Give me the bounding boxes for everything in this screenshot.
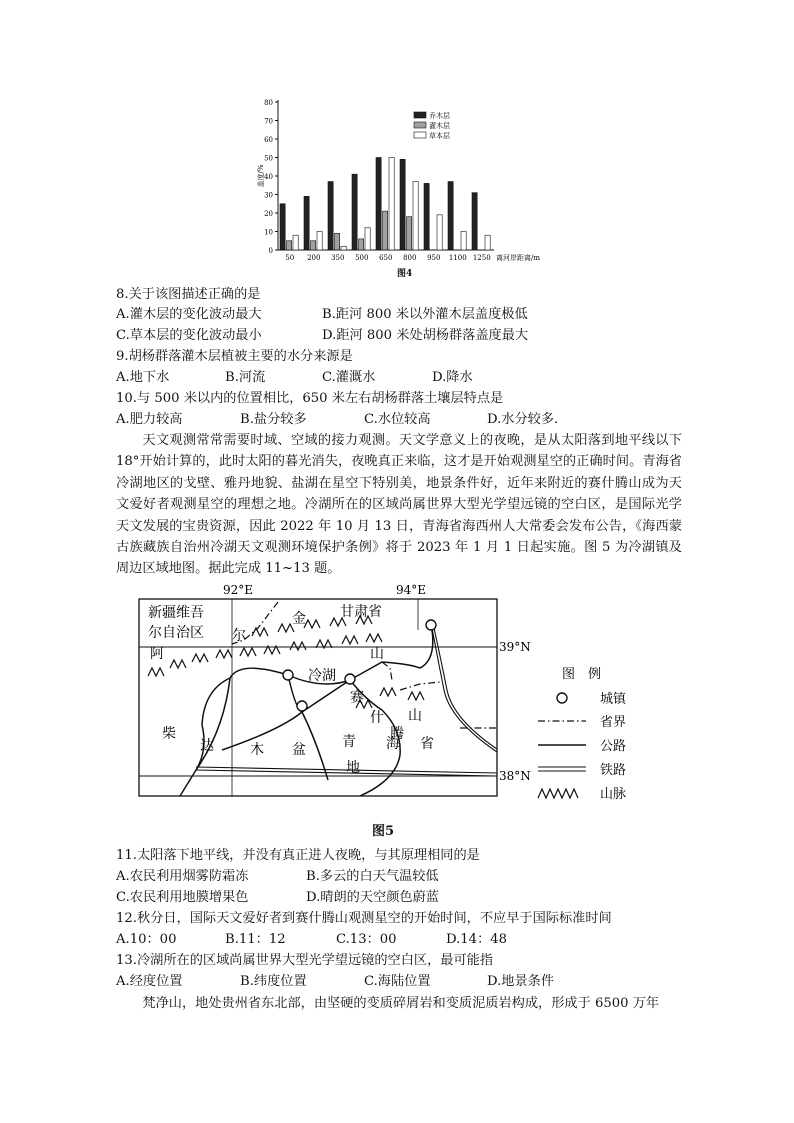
bar-chart (256, 94, 556, 280)
x-tick-label: 800 (403, 254, 417, 262)
passage-fanjingshan: 梵净山，地处贵州省东北部，由坚硬的变质碎屑岩和变质泥质岩构成，形成于 6500 万年 (142, 996, 660, 1011)
y-tick-label: 20 (264, 210, 273, 218)
town-northeast (426, 620, 436, 630)
q13-option-d: D.地景条件 (487, 974, 555, 989)
label-shan2: 山 (408, 708, 422, 724)
label-gansu: 甘肃省 (340, 604, 382, 620)
lat-label-39: 39°N (499, 640, 531, 654)
map-figure (120, 580, 710, 820)
y-tick-label: 30 (264, 191, 273, 200)
bar (311, 241, 316, 250)
legend-highway: 公路 (600, 739, 627, 754)
legend-mountain-icon (538, 789, 578, 798)
bar (352, 174, 357, 250)
q10-option-d: D.水分较多. (487, 412, 559, 427)
q13-option-b: B.纬度位置 (240, 974, 307, 989)
bar (424, 183, 429, 250)
legend-title: 图 例 (562, 667, 602, 682)
legend-town-icon (557, 693, 567, 703)
q12-option-c: C.13：00 (336, 932, 397, 947)
bar (389, 158, 394, 251)
x-axis-label: 离河岸距离/m (496, 254, 540, 262)
q10-option-c: C.水位较高 (364, 412, 431, 427)
legend-town: 城镇 (600, 692, 627, 707)
x-tick-label: 50 (285, 254, 295, 262)
legend-mountain: 山脉 (600, 787, 627, 802)
label-shi: 什 (370, 710, 384, 726)
label-er: 尔 (232, 628, 246, 644)
legend-label: 草本层 (429, 132, 450, 140)
bar (485, 235, 490, 250)
x-tick-label: 950 (427, 254, 441, 262)
bar (407, 217, 412, 250)
y-tick-label: 0 (268, 247, 273, 255)
lon-label-92: 92°E (223, 583, 254, 597)
legend-label: 乔木层 (429, 112, 450, 120)
legend-swatch (414, 112, 426, 118)
y-tick-label: 50 (264, 154, 273, 163)
q10-option-b: B.盐分较多 (240, 412, 307, 427)
bar (341, 246, 346, 250)
label-sheng: 省 (420, 736, 434, 752)
q12-option-b: B.11：12 (225, 932, 286, 947)
bar (293, 235, 298, 250)
q11-stem: 11.太阳落下地平线，并没有真正进人夜晚，与其原理相同的是 (116, 848, 480, 863)
q12-option-d: D.14：48 (446, 932, 508, 947)
label-lenghu: 冷湖 (308, 668, 336, 684)
bar (448, 182, 453, 250)
label-xinjiang-1: 新疆维吾 (148, 605, 204, 621)
y-tick-label: 10 (264, 228, 273, 237)
q12-option-a: A.10：00 (116, 932, 177, 947)
label-xinjiang-2: 尔自治区 (148, 625, 204, 641)
label-hai: 海 (386, 736, 400, 752)
q13-option-a: A.经度位置 (116, 974, 183, 989)
q9-option-a: A.地下水 (116, 370, 170, 385)
label-qing: 青 (342, 734, 356, 750)
passage-astronomy: 天文观测常常需要时域、空域的接力观测。天文学意义上的夜晚，是从太阳落到地平线以下 18°开始计算的，此时太阳的暮光消失，夜晚真正来临，这才是开始观测星空的正确时间。青海省冷湖地区的戈壁、雅丹地貌、盐湖在星空下特别美，地景条件好，近年来附近的赛什腾山成为天文爱好者观测星空的理想之地。冷湖所在的区域尚属世界大型光学望远镜的空白区，是国际光学天文发展的宝贵资源，因此 2022 年 10 月 13 日，青海省海西州人大常委会发布公告，《海西蒙古族藏族自治州冷湖天文观测环境保护条例》将于 2023 年 1 月 1 日起实施。图 5 为冷湖镇及周边区域地图。据此完成 11~13 题。 (116, 433, 682, 577)
bar (461, 232, 466, 251)
town-west (283, 670, 293, 680)
bar (437, 215, 442, 250)
figure-4-caption: 图4 (397, 269, 413, 279)
bar (335, 233, 340, 250)
q10-option-a: A.肥力较高 (116, 412, 183, 427)
figure-5-caption: 图5 (372, 824, 395, 839)
label-a: 阿 (150, 646, 164, 662)
q8-stem: 8.关于该图描述正确的是 (116, 287, 261, 302)
q13-stem: 13.冷湖所在的区域尚属世界大型光学望远镜的空白区，最可能指 (116, 953, 494, 968)
x-tick-label: 350 (331, 254, 345, 262)
y-tick-label: 40 (264, 173, 273, 181)
y-tick-label: 60 (264, 136, 273, 144)
lon-label-94: 94°E (396, 583, 427, 597)
label-shan: 山 (370, 646, 384, 662)
x-tick-label: 1100 (448, 254, 467, 262)
label-da: 达 (200, 738, 214, 754)
province-boundary (232, 602, 497, 728)
legend-railway: 铁路 (600, 763, 627, 778)
q11-option-b: B.多云的白天气温较低 (306, 869, 439, 884)
q9-stem: 9.胡杨群落灌木层植被主要的水分来源是 (116, 349, 353, 364)
legend-boundary: 省界 (600, 715, 627, 730)
legend-swatch (414, 132, 426, 138)
town-lenghu (345, 674, 355, 684)
q8-option-b: B.距河 800 米以外灌木层盖度极低 (322, 307, 528, 322)
x-tick-label: 500 (355, 254, 369, 262)
q8-option-a: A.灌木层的变化波动最大 (116, 307, 262, 322)
label-di: 地 (346, 760, 360, 776)
label-chai: 柴 (162, 726, 176, 742)
bar (280, 204, 285, 250)
bar (365, 228, 370, 250)
q9-option-d: D.降水 (432, 370, 473, 385)
bar (359, 239, 364, 250)
q8-option-d: D.距河 800 米处胡杨群落盖度最大 (322, 328, 529, 343)
q10-stem: 10.与 500 米以内的位置相比，650 米左右胡杨群落土壤层特点是 (116, 391, 504, 406)
q11-option-c: C.农民利用地膜增果色 (116, 890, 249, 905)
railway-line (196, 628, 497, 776)
bar (304, 196, 309, 250)
bar (287, 241, 292, 250)
q8-option-c: C.草本层的变化波动最小 (116, 328, 262, 343)
q11-option-a: A.农民利用烟雾防霜冻 (116, 869, 249, 884)
bar (328, 182, 333, 250)
town-south (297, 701, 307, 711)
label-sai: 赛 (350, 690, 364, 706)
q12-stem: 12.秋分日，国际天文爱好者到赛什腾山观测星空的开始时间，不应早于国际标准时间 (116, 911, 612, 926)
label-jin: 金 (292, 611, 306, 627)
bar (376, 158, 381, 251)
label-pen: 盆 (292, 742, 306, 758)
label-mu: 木 (250, 742, 264, 758)
legend-label: 灌木层 (429, 122, 450, 130)
y-axis-label: 盖度/% (257, 164, 265, 188)
legend-swatch (414, 122, 426, 128)
x-tick-label: 650 (379, 254, 393, 262)
x-tick-label: 200 (307, 254, 321, 262)
lat-label-38: 38°N (499, 769, 531, 783)
bar (413, 182, 418, 250)
bar (472, 193, 477, 250)
q9-option-b: B.河流 (225, 370, 266, 385)
x-tick-label: 1250 (472, 254, 491, 262)
q9-option-c: C.灌溉水 (322, 370, 376, 385)
y-tick-label: 70 (264, 117, 273, 126)
bar (400, 159, 405, 250)
y-tick-label: 80 (264, 99, 273, 107)
bar (317, 232, 322, 251)
label-teng: 腾 (390, 726, 404, 742)
q13-option-c: C.海陆位置 (364, 974, 431, 989)
q11-option-d: D.晴朗的天空颜色蔚蓝 (306, 890, 439, 905)
bar (383, 211, 388, 250)
